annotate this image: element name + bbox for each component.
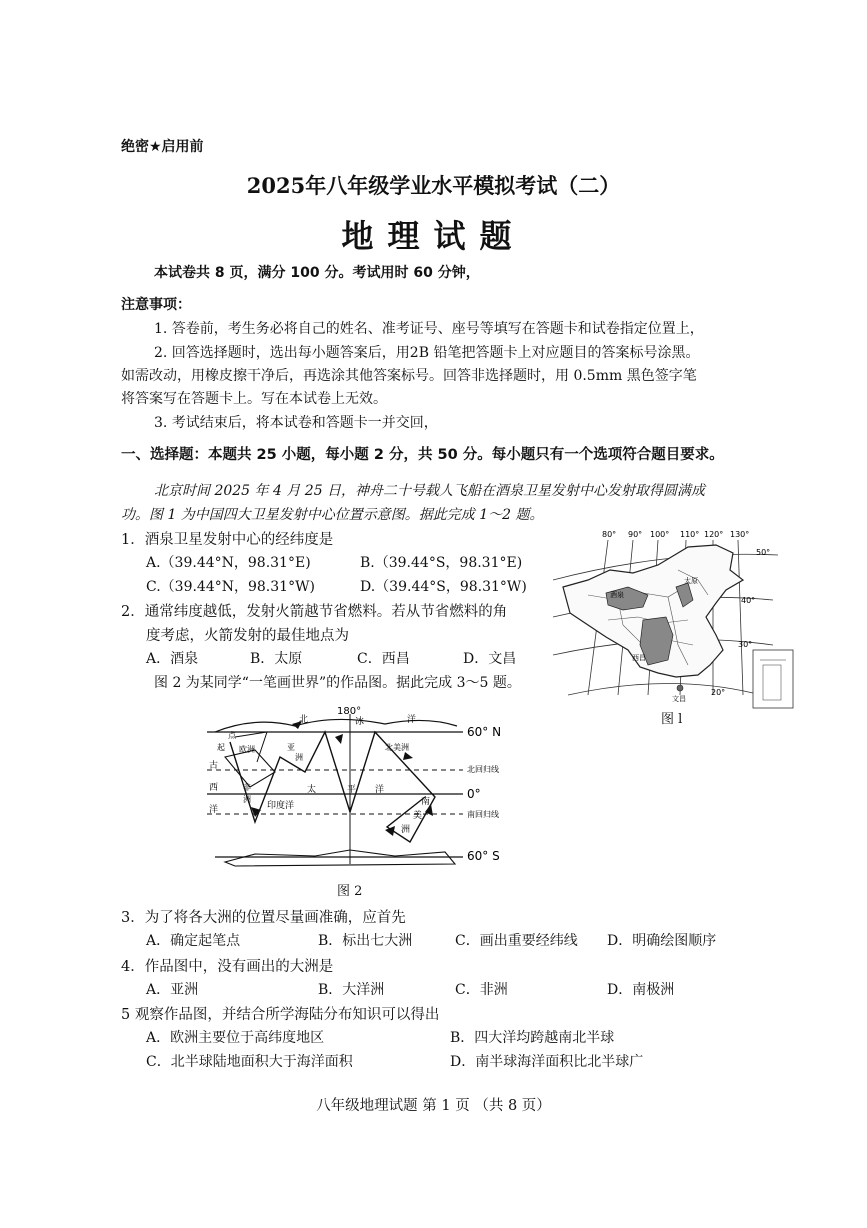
lat-label: 40° [741,596,756,605]
q5-option-d: D．南半球海洋面积比北半球广 [450,1054,644,1070]
map-label: 洋 [375,785,385,795]
q5-option-b: B．四大洋均跨越南北半球 [450,1030,615,1046]
note-item: 3. 考试结束后，将本试卷和答题卡一并交回， [154,415,438,431]
confidential-label: 绝密★启用前 [121,139,204,155]
map-label: 点 [228,731,236,740]
map-label: 非 [243,783,251,792]
q1-option-b: B.（39.44°S，98.31°E) [360,555,523,571]
q1-option-c: C.（39.44°N，98.31°W) [146,579,315,595]
intro-fig2: 图 2 为某同学“一笔画世界”的作品图。据此完成 3～5 题。 [154,675,521,691]
figure-2-caption: 图 2 [337,884,363,899]
q2-option-c: C．西昌 [357,651,410,667]
map-label: 起 [217,743,225,752]
tropic-s-label: 南回归线 [467,810,499,819]
lon-label: 100° [650,530,670,539]
map-label: 洋 [209,805,219,815]
q2-option-b: B．太原 [250,651,303,667]
q4-option-a: A．亚洲 [146,982,199,998]
question-4-stem: 4．作品图中，没有画出的大洲是 [121,959,334,975]
note-item: 将答案写在答题卡上。写在本试卷上无效。 [121,391,387,407]
lat-label: 50° [756,548,771,557]
section-heading: 一、选择题：本题共 25 小题，每小题 2 分，共 50 分。每小题只有一个选项符合题目要求。 [121,447,724,463]
lat-label: 30° [738,640,753,649]
site-label-jiuquan: 酒泉 [610,591,624,599]
q4-option-d: D．南极洲 [607,982,675,998]
map-label: 印度洋 [267,801,295,811]
q2-option-a: A．酒泉 [146,651,199,667]
q5-option-a: A．欧洲主要位于高纬度地区 [146,1030,325,1046]
intro-line: 北京时间 2025 年 4 月 25 日，神舟二十号载人飞船在酒泉卫星发射中心发射取得圆满成 [154,483,706,499]
map-label: 洲 [401,825,411,835]
note-item: 2. 回答选择题时，选出每小题答案后，用2B 铅笔把答题卡上对应题目的答案标号涂黑。 [154,345,700,361]
lon-label: 130° [730,530,750,539]
question-1-stem: 1．酒泉卫星发射中心的经纬度是 [121,532,334,548]
question-2-stem-cont: 度考虑，火箭发射的最佳地点为 [146,628,349,644]
intro-line: 功。图 1 为中国四大卫星发射中心位置示意图。据此完成 1～2 题。 [121,507,544,523]
site-label-taiyuan: 太原 [684,577,698,585]
lon-label: 110° [680,530,700,539]
equator-label: 0° [467,787,481,801]
page-footer: 八年级地理试题 第 1 页 （共 8 页） [316,1098,551,1114]
map-label: 太 [307,785,317,795]
lat-60n-label: 60° N [467,725,502,739]
map-label: 北美洲 [385,743,409,752]
map-label: 洲 [295,753,303,762]
map-label: 古 [209,761,219,771]
map-label: 南 [421,797,431,807]
map-label: 北 [299,715,309,725]
q3-option-d: D．明确绘图顺序 [607,933,717,949]
q4-option-b: B．大洋洲 [318,982,385,998]
note-item: 1. 答卷前，考生务必将自己的姓名、准考证号、座号等填写在答题卡和试卷指定位置上， [154,321,704,337]
site-label-wenchang: 文昌 [672,695,686,703]
figure-2-world-sketch [195,702,525,872]
q3-option-b: B．标出七大洲 [318,933,413,949]
meridian-label: 180° [337,706,362,717]
site-label-xichang: 西昌 [632,654,646,662]
figure-1-china-map [548,525,798,725]
question-3-stem: 3．为了将各大洲的位置尽量画准确，应首先 [121,910,406,926]
exam-title: 2025年八年级学业水平模拟考试（二） [246,173,621,198]
map-label: 平 [347,785,357,795]
map-label: 西 [209,783,219,793]
lon-label: 120° [704,530,724,539]
q3-option-a: A．确定起笔点 [146,933,241,949]
question-5-stem: 5 观察作品图，并结合所学海陆分布知识可以得出 [121,1007,440,1023]
map-label: 洲 [243,795,251,804]
notes-heading: 注意事项： [121,297,191,313]
tropic-n-label: 北回归线 [467,765,499,774]
q4-option-c: C．非洲 [455,982,508,998]
lat-label: 20° [711,688,726,697]
q5-option-c: C．北半球陆地面积大于海洋面积 [146,1054,353,1070]
map-label: 冰 [355,717,365,727]
subject-title: 地理试题 [341,217,526,255]
map-label: 亚 [287,743,295,752]
question-2-stem: 2．通常纬度越低，发射火箭越节省燃料。若从节省燃料的角 [121,604,508,620]
exam-info: 本试卷共 8 页，满分 100 分。考试用时 60 分钟， [154,265,480,281]
map-label: 美 [413,811,423,821]
lat-60s-label: 60° S [467,849,500,863]
note-item: 如需改动，用橡皮擦干净后，再选涂其他答案标号。回答非选择题时，用 0.5mm 黑色签字笔 [121,368,697,384]
q2-option-d: D．文昌 [463,651,517,667]
q1-option-a: A.（39.44°N，98.31°E) [146,555,311,571]
lon-label: 90° [628,530,643,539]
q1-option-d: D.（39.44°S，98.31°W) [360,579,527,595]
map-label: 洋 [407,715,417,725]
map-label: 欧洲 [239,745,255,754]
q3-option-c: C．画出重要经纬线 [455,933,578,949]
figure-1-caption: 图 l [661,712,683,727]
lon-label: 80° [602,530,617,539]
